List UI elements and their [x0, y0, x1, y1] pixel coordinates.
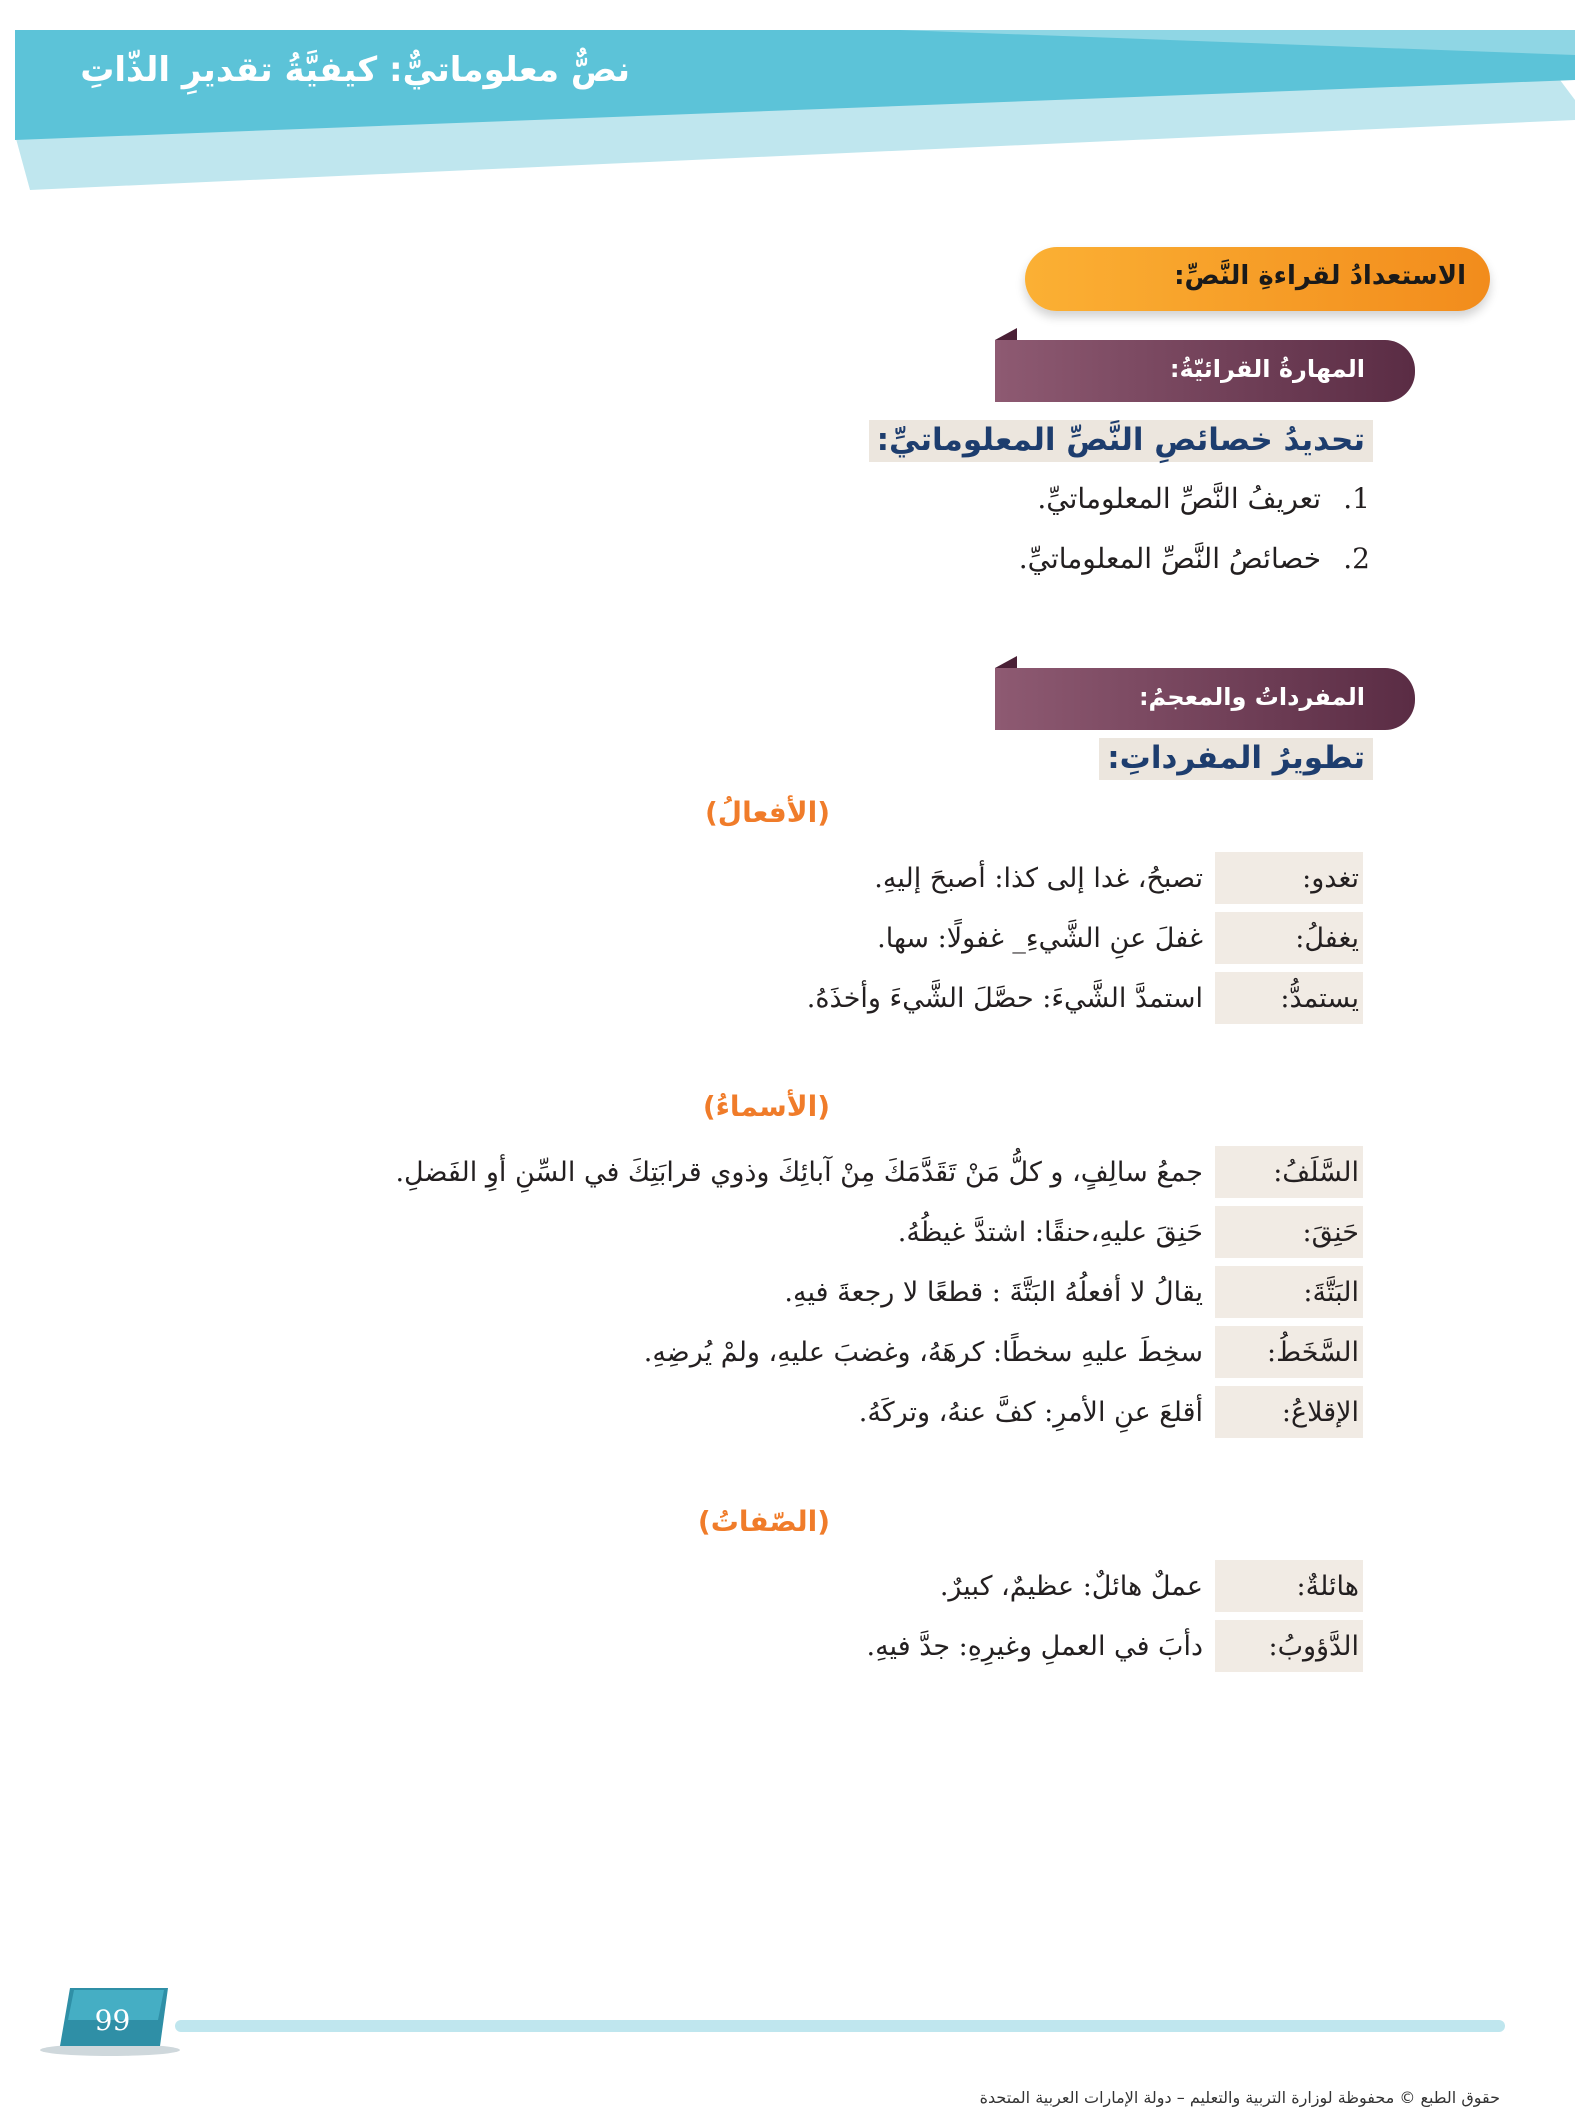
vocab-row: [898, 1206, 1363, 1258]
vocab-definition: تصبحُ، غدا إلى كذا: أصبحَ إليهِ.: [874, 862, 1203, 894]
vocab-term: حَنِقَ:: [1215, 1206, 1363, 1258]
vocab-definition: غفلَ عنِ الشَّيءِ_ غفولًا: سها.: [877, 922, 1203, 954]
copyright-notice: حقوق الطبع © محفوظة لوزارة التربية والتعليم – دولة الإمارات العربية المتحدة: [979, 2088, 1500, 2107]
vocab-row: [644, 1326, 1363, 1378]
vocab-definition: استمدَّ الشَّيءَ: حصَّلَ الشَّيءَ وأخذَهُ.: [806, 982, 1203, 1014]
adjectives-heading: (الصّفاتُ): [697, 1505, 830, 1538]
vocabulary-ribbon: [995, 668, 1415, 730]
vocab-row: [807, 972, 1363, 1024]
vocab-term: تغدو:: [1215, 852, 1363, 904]
reading-skill-label: المهارةُ القرائيّةُ:: [1169, 355, 1365, 383]
vocab-definition: دأبَ في العملِ وغيرِهِ: جدَّ فيهِ.: [866, 1630, 1203, 1662]
vocab-term: يستمدُّ:: [1215, 972, 1363, 1024]
list-text: خصائصُ النَّصِّ المعلوماتيِّ.: [1018, 542, 1322, 575]
page-title: نصٌّ معلوماتيٌّ: كيفيَّةُ تقديرِ الذّاتِ: [80, 50, 630, 90]
vocab-definition: يقالُ لا أفعلُهُ البَتَّةَ : قطعًا لا رجعةَ فيهِ.: [784, 1276, 1203, 1308]
list-number: 2.: [1343, 542, 1370, 575]
vocab-row: [940, 1560, 1363, 1612]
vocab-definition: حَنِقَ عليهِ،حنقًا: اشتدَّ غيظُهُ.: [897, 1216, 1203, 1248]
vocab-term: الدَّؤوبُ:: [1215, 1620, 1363, 1672]
reading-skill-ribbon: [995, 340, 1415, 402]
vocab-row: [874, 852, 1363, 904]
vocab-term: الإقلاعُ:: [1215, 1386, 1363, 1438]
preparation-label: الاستعدادُ لقراءةِ النَّصِّ:: [1174, 261, 1466, 291]
vocab-row: [395, 1146, 1363, 1198]
list-number: 1.: [1343, 482, 1370, 515]
vocab-row: [867, 1620, 1364, 1672]
vocab-term: هائلةٌ:: [1215, 1560, 1363, 1612]
footer-bar: [0, 1980, 1575, 2060]
page-number: 99: [94, 2004, 131, 2037]
header-banner: [0, 0, 1575, 200]
list-item: [1037, 482, 1370, 515]
vocabulary-title: تطويرُ المفرداتِ:: [1099, 738, 1373, 780]
vocab-term: السَّلَفُ:: [1215, 1146, 1363, 1198]
list-text: تعريفُ النَّصِّ المعلوماتيِّ.: [1037, 482, 1322, 515]
vocab-term: البَتَّةَ:: [1215, 1266, 1363, 1318]
ribbon-fold: [995, 328, 1017, 340]
ribbon-fold: [995, 656, 1017, 668]
preparation-badge: [1025, 247, 1490, 311]
vocab-definition: جمعُ سالِفٍ، و كلُّ مَنْ تَقَدَّمَكَ مِنْ آبائِكَ وذوي قرابَتِكَ في السِّنِ أوِ الفَضلِ.: [395, 1156, 1203, 1188]
vocab-definition: أقلعَ عنِ الأمرِ: كفَّ عنهُ، وتركَهُ.: [858, 1396, 1203, 1428]
vocab-term: السَّخَطُ:: [1215, 1326, 1363, 1378]
verbs-heading: (الأفعالُ): [705, 796, 830, 829]
list-item: [1019, 542, 1370, 575]
vocab-definition: عملٌ هائلٌ: عظيمٌ، كبيرٌ.: [939, 1570, 1203, 1602]
vocab-row: [877, 912, 1363, 964]
vocabulary-label: المفرداتُ والمعجمُ:: [1138, 683, 1365, 711]
vocab-definition: سخِطَ عليهِ سخطًا: كرهَهُ، وغضبَ عليهِ، ولمْ يُرضِهِ.: [643, 1336, 1203, 1368]
vocab-row: [784, 1266, 1363, 1318]
nouns-heading: (الأسماءُ): [702, 1090, 830, 1123]
vocab-term: يغفلُ:: [1215, 912, 1363, 964]
reading-skill-title: تحديدُ خصائصِ النَّصِّ المعلوماتيِّ:: [869, 420, 1373, 462]
vocab-row: [859, 1386, 1363, 1438]
